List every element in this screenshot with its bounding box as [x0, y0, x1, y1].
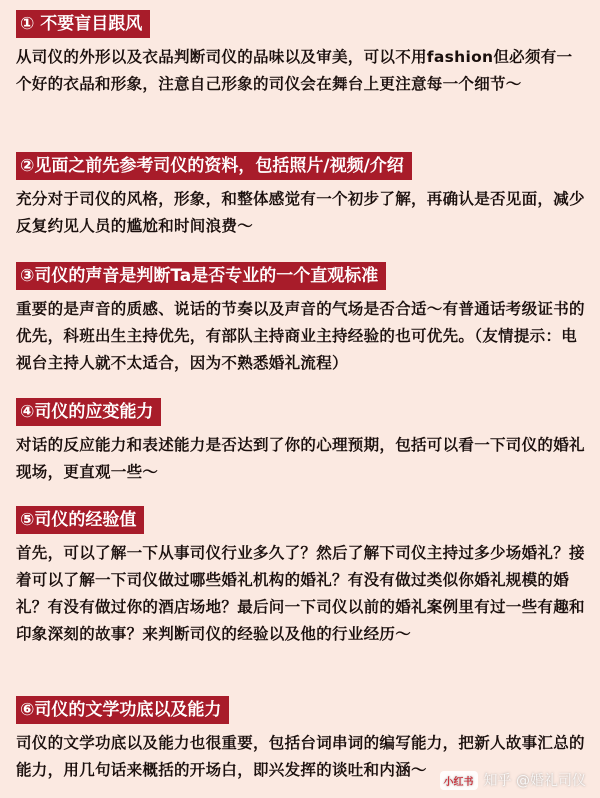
section-5 — [16, 506, 586, 648]
watermark-text: 知乎 @婚礼司仪 — [483, 773, 586, 789]
section-1 — [16, 10, 586, 98]
watermark — [440, 770, 586, 790]
section-3 — [16, 262, 586, 377]
section-heading: ⑤司仪的经验值 — [16, 506, 144, 534]
section-heading: ⑥司仪的文学功底以及能力 — [16, 696, 229, 724]
section-body: 从司仪的外形以及衣品判断司仪的品味以及审美，可以不用fashion但必须有一个好的衣品和形象，注意自己形象的司仪会在舞台上更注意每一个细节～ — [16, 48, 573, 93]
section-heading: ① 不要盲目跟风 — [16, 10, 150, 38]
section-heading: ③司仪的声音是判断Ta是否专业的一个直观标准 — [16, 262, 386, 290]
section-2 — [16, 152, 586, 240]
section-body: 充分对于司仪的风格，形象，和整体感觉有一个初步了解，再确认是否见面，减少反复约见人员的尴尬和时间浪费～ — [16, 190, 585, 235]
section-heading: ④司仪的应变能力 — [16, 398, 161, 426]
section-4 — [16, 398, 586, 486]
watermark-badge: 小红书 — [440, 771, 478, 790]
section-body: 重要的是声音的质感、说话的节奏以及声音的气场是否合适～有普通话考级证书的优先，科班出生主持优先，有部队主持商业主持经验的也可优先。（友情提示：电视台主持人就不太适合，因为不熟悉婚礼流程） — [16, 300, 585, 372]
section-body: 司仪的文学功底以及能力也很重要，包括台词串词的编写能力，把新人故事汇总的能力，用几句话来概括的开场白，即兴发挥的谈吐和内涵～ — [16, 734, 585, 779]
section-body: 对话的反应能力和表述能力是否达到了你的心理预期，包括可以看一下司仪的婚礼现场，更直观一些～ — [16, 436, 585, 481]
section-body: 首先，可以了解一下从事司仪行业多久了？然后了解下司仪主持过多少场婚礼？接着可以了解一下司仪做过哪些婚礼机构的婚礼？有没有做过类似你婚礼规模的婚礼？有没有做过你的酒店场地？最后问一下司仪以前的婚礼案例里有过一些有趣和印象深刻的故事？来判断司仪的经验以及他的行业经历～ — [16, 544, 585, 643]
section-heading: ②见面之前先参考司仪的资料，包括照片/视频/介绍 — [16, 152, 412, 180]
